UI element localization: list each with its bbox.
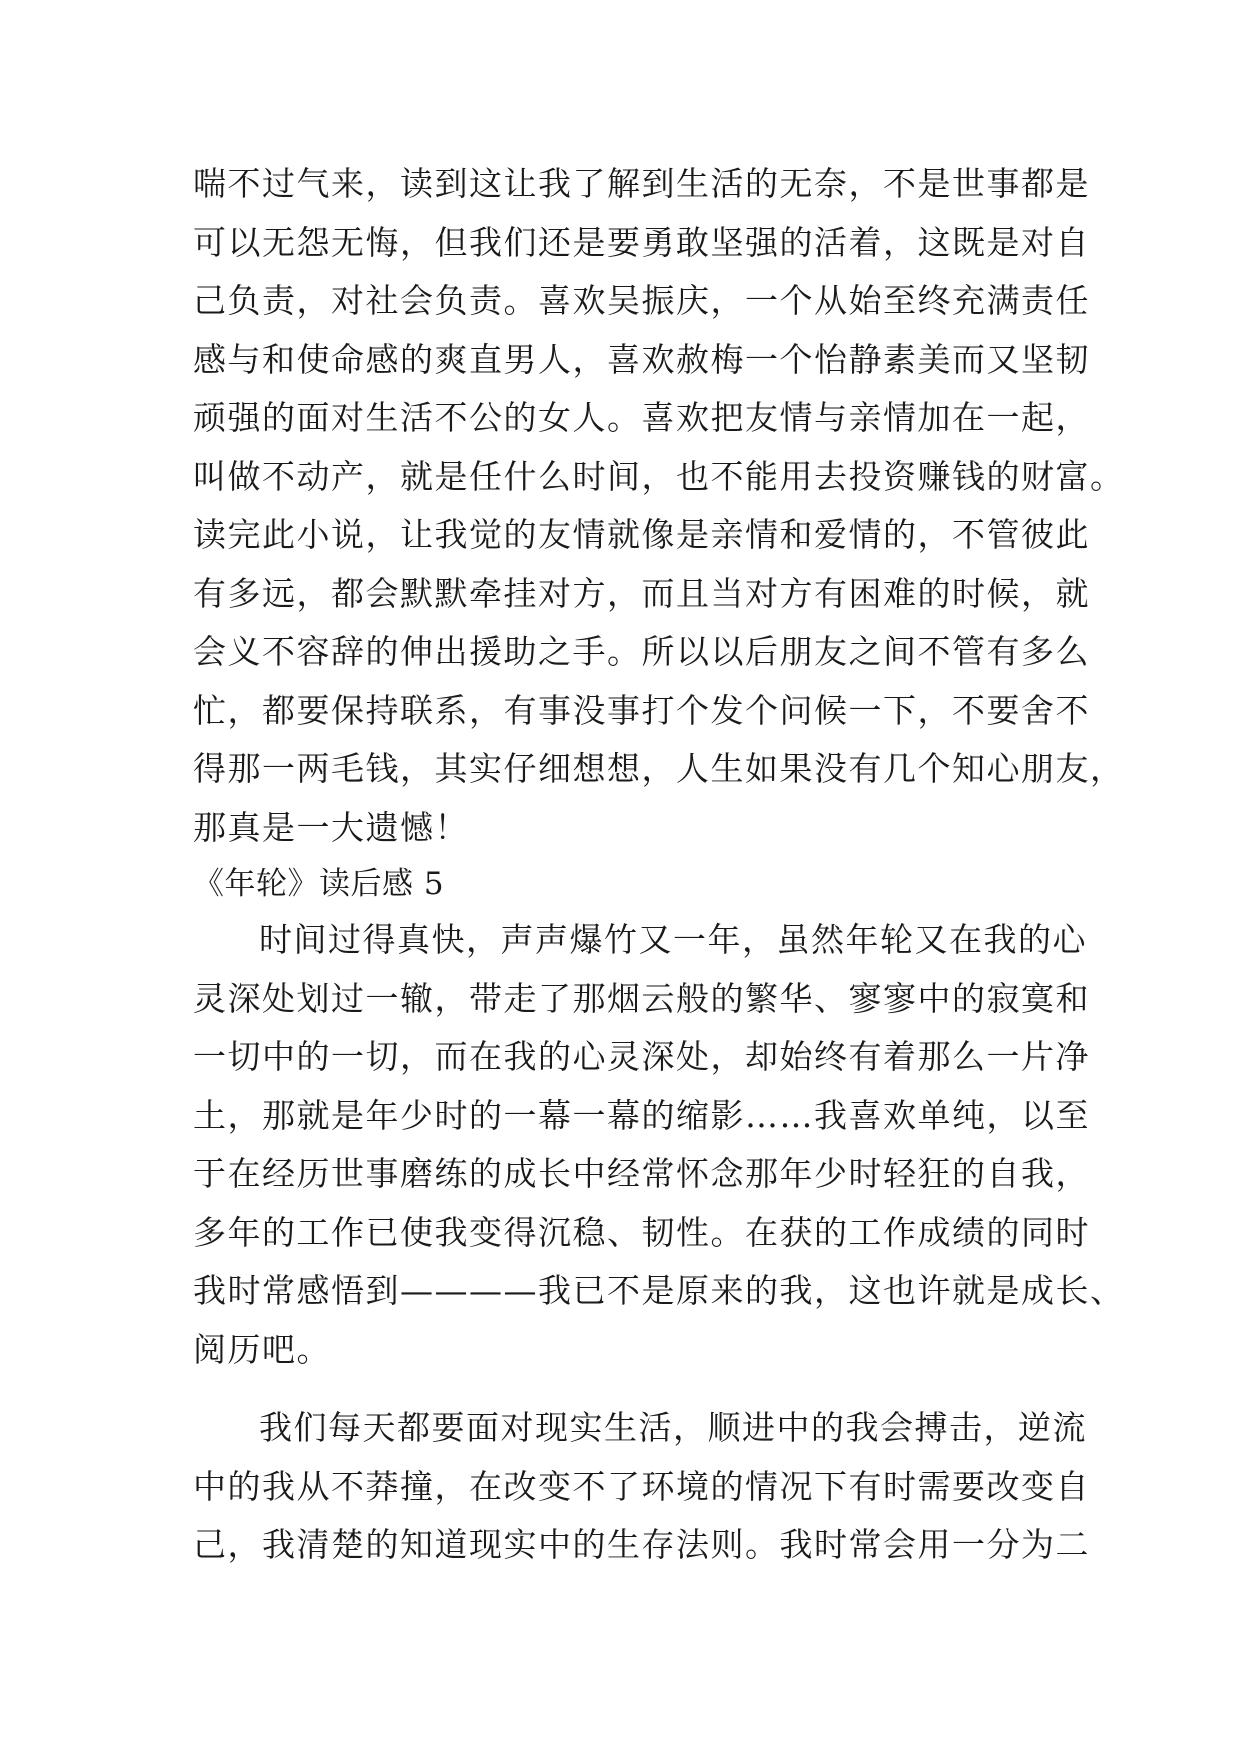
- text-line: 喘不过气来，读到这让我了解到生活的无奈，不是世事都是: [193, 164, 1090, 203]
- text-line: 叫做不动产，就是任什么时间，也不能用去投资赚钱的财富。: [193, 456, 1125, 496]
- text-line: 顽强的面对生活不公的女人。喜欢把友情与亲情加在一起，: [193, 398, 1090, 437]
- text-line: 会义不容辞的伸出援助之手。所以以后朋友之间不管有多么: [193, 632, 1090, 671]
- text-line: 忙，都要保持联系，有事没事打个发个问候一下，不要舍不: [193, 690, 1090, 730]
- text-line: 感与和使命感的爽直男人，喜欢赦梅一个怡静素美而又坚韧: [193, 339, 1090, 379]
- text-line: 于在经历世事磨练的成长中经常怀念那年少时轻狂的自我，: [193, 1154, 1090, 1193]
- text-line: 有多远，都会默默牵挂对方，而且当对方有困难的时候，就: [193, 573, 1090, 613]
- paragraph-2: [193, 911, 1125, 1379]
- paragraph-1: [193, 155, 1125, 857]
- text-line: 土，那就是年少时的一幕一幕的缩影……我喜欢单纯，以至: [193, 1095, 1090, 1135]
- text-line: 一切中的一切，而在我的心灵深处，却始终有着那么一片净: [193, 1037, 1090, 1076]
- text-line: 灵深处划过一辙，带走了那烟云般的繁华、寥寥中的寂寞和: [193, 978, 1090, 1018]
- paragraph-spacer: [193, 1379, 1065, 1399]
- paragraph-3: [193, 1399, 1090, 1575]
- text-line: 我时常感悟到————我已不是原来的我，这也许就是成长、: [193, 1271, 1125, 1310]
- text-line: 时间过得真快，声声爆竹又一年，虽然年轮又在我的心: [259, 920, 1087, 959]
- text-line: 己，我清楚的知道现实中的生存法则。我时常会用一分为二: [193, 1525, 1090, 1564]
- text-line: 阅历吧。: [193, 1329, 331, 1369]
- text-line: 那真是一大遗憾！: [193, 807, 469, 847]
- text-line: 中的我从不莽撞，在改变不了环境的情况下有时需要改变自: [193, 1466, 1090, 1506]
- text-line: 多年的工作已使我变得沉稳、韧性。在获的工作成绩的同时: [193, 1212, 1090, 1252]
- text-line: 得那一两毛钱，其实仔细想想，人生如果没有几个知心朋友，: [193, 749, 1125, 788]
- text-line: 可以无怨无悔，但我们还是要勇敢坚强的活着，这既是对自: [193, 222, 1090, 262]
- text-line: 读完此小说，让我觉的友情就像是亲情和爱情的，不管彼此: [193, 515, 1090, 554]
- text-line: 我们每天都要面对现实生活，顺进中的我会搏击，逆流: [259, 1408, 1087, 1447]
- section-heading: 《年轮》读后感 5: [193, 866, 445, 902]
- text-line: 己负责，对社会负责。喜欢吴振庆，一个从始至终充满责任: [193, 281, 1090, 320]
- document-body: [193, 155, 1125, 1575]
